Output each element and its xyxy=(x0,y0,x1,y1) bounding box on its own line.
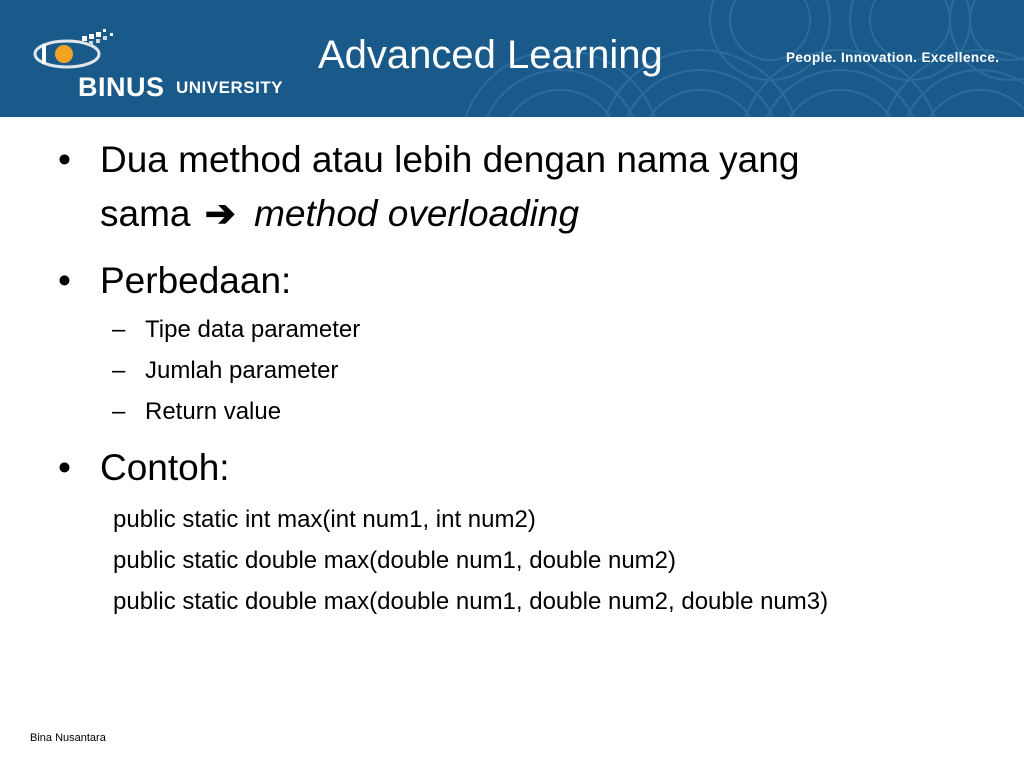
arrow-right-icon: ➔ xyxy=(204,193,236,234)
code-line: public static int max(int num1, int num2) xyxy=(113,506,536,533)
bullet-dot: • xyxy=(58,260,71,301)
footer-text: Bina Nusantara xyxy=(30,732,106,744)
bullet-text: Contoh: xyxy=(100,447,230,488)
slide-body: • Dua method atau lebih dengan nama yang sama ➔ method overloading • Perbedaan: – Tipe data parameter – Jumlah parameter – Return value • Contoh: public static int max(int num1, int num2) public static double max(double num1, double num2) public static double max(double num1, double num2, double num3) xyxy=(58,139,829,615)
bullet-text-emphasis: method overloading xyxy=(254,193,580,234)
bullet-text: Dua method atau lebih dengan nama yang xyxy=(100,139,800,180)
logo-brand-text: BINUS xyxy=(78,72,165,102)
bullet-dot: • xyxy=(58,447,71,488)
slide-title: Advanced Learning xyxy=(318,33,663,77)
logo-suffix-text: UNIVERSITY xyxy=(176,78,284,97)
bullet-text: Perbedaan: xyxy=(100,260,292,301)
sub-bullet-text: Jumlah parameter xyxy=(145,357,339,384)
bullet-dot: • xyxy=(58,139,71,180)
sub-bullet-text: Tipe data parameter xyxy=(145,316,361,343)
bullet-text-prefix: sama xyxy=(100,193,191,234)
code-line: public static double max(double num1, double num2, double num3) xyxy=(113,588,829,615)
code-line: public static double max(double num1, double num2) xyxy=(113,547,677,574)
slogan: People. Innovation. Excellence. xyxy=(786,50,1000,65)
sub-bullet-text: Return value xyxy=(145,398,282,425)
